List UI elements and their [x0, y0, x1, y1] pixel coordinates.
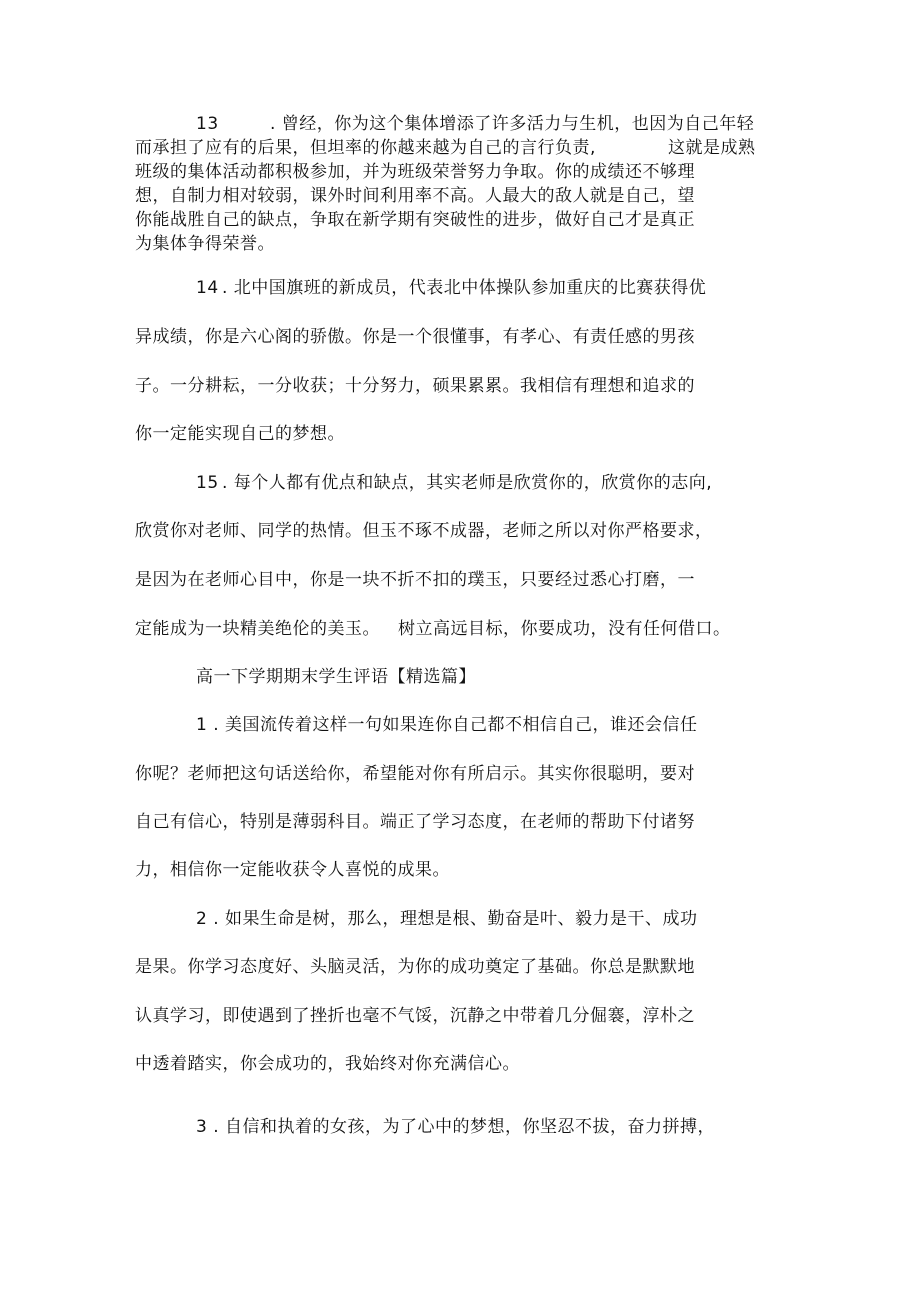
item-15-line-1: . 每个人都有优点和缺点，其实老师是欣赏你的，欣赏你的志向,	[222, 473, 713, 493]
item-14-line-4: 你一定能实现自己的梦想。	[135, 424, 345, 444]
item-13-line-2a: 而承担了应有的后果，但坦率的你越来越为自己的言行负责,	[135, 138, 596, 158]
item-14-line-2: 异成绩，你是六心阁的骄傲。你是一个很懂事，有孝心、有责任感的男孩	[135, 327, 695, 347]
item-13-line-4: 想，自制力相对较弱，课外时间利用率不高。人最大的敌人就是自己，望	[135, 186, 695, 206]
item-15-line-2: 欣赏你对老师、同学的热情。但玉不琢不成器，老师之所以对你严格要求，	[135, 521, 713, 541]
item-2-line-3: 认真学习，即使遇到了挫折也毫不气馁，沉静之中带着几分倔褰，淳朴之	[135, 1006, 695, 1026]
item-2-line-2: 是果。你学习态度好、头脑灵活，为你的成功奠定了基础。你总是默默地	[135, 957, 695, 977]
item-13-number: 13	[196, 114, 219, 134]
item-15-line-4a: 定能成为一块精美绝伦的美玉。	[135, 619, 380, 639]
item-1-line-1: 1 . 美国流传着这样一句如果连你自己都不相信自己，谁还会信任	[196, 715, 698, 735]
item-13-line-5: 你能战胜自己的缺点，争取在新学期有突破性的进步，做好自己才是真正	[135, 210, 695, 230]
item-1-line-3: 自己有信心，特别是薄弱科目。端正了学习态度，在老师的帮助下付诸努	[135, 812, 695, 832]
item-15-line-3: 是因为在老师心目中，你是一块不折不扣的璞玉，只要经过悉心打磨，一	[135, 570, 695, 590]
item-2-line-1: 2 . 如果生命是树，那么，理想是根、勤奋是叶、毅力是干、成功	[196, 909, 698, 929]
item-1-line-4: 力，相信你一定能收获令人喜悦的成果。	[135, 860, 450, 880]
item-2-line-4: 中透着踏实，你会成功的，我始终对你充满信心。	[135, 1054, 520, 1074]
item-1-line-2: 你呢？老师把这句话送给你，希望能对你有所启示。其实你很聪明，要对	[135, 764, 695, 784]
item-13-line-6: 为集体争得荣誉。	[135, 234, 275, 254]
item-3-line-1: 3 . 自信和执着的女孩，为了心中的梦想，你坚忍不拔，奋力拼搏，	[196, 1117, 716, 1137]
section-heading: 高一下学期期末学生评语【精选篇】	[196, 667, 476, 687]
item-13-line-2b: 这就是成熟	[668, 138, 756, 158]
item-13-line-3: 班级的集体活动都积极参加，并为班级荣誉努力争取。你的成绩还不够理	[135, 162, 695, 182]
item-15-line-4b: 树立高远目标，你要成功，没有任何借口。	[398, 619, 731, 639]
item-15-number: 15	[196, 473, 219, 493]
item-14-line-3: 子。一分耕耘，一分收获；十分努力，硕果累累。我相信有理想和追求的	[135, 376, 695, 396]
item-13-line-1: . 曾经，你为这个集体增添了许多活力与生机，也因为自己年轻	[270, 114, 755, 134]
item-14-number: 14	[196, 278, 219, 298]
item-14-line-1: . 北中国旗班的新成员，代表北中体操队参加重庆的比赛获得优	[222, 278, 707, 298]
